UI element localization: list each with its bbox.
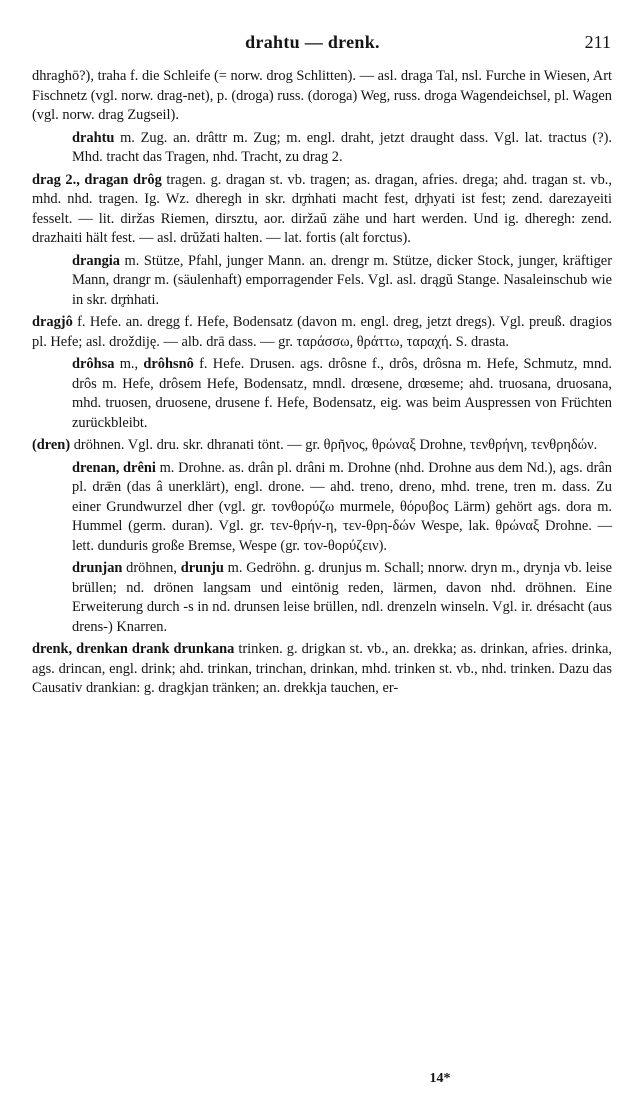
entry-text: dröhnen. Vgl. dru. skr. dhranati tönt. — gr. θρῆνος, θρώναξ Drohne, τενθρήνη, τενθρηδών.: [70, 437, 598, 453]
headword: dragjô: [32, 314, 73, 330]
page-header: [0, 30, 625, 60]
entry-text: m. Gedröhn. g. drunjus m. Schall; nnorw. dryn m., drynja vb. leise brüllen; nd. drönen langsam und eintönig reden, lärmen, davon nhd. dröhnen. Eine Erweiterung durch -s in nd. drunsen leise brüllen, ndl. drenzeln winseln. Vgl. ir. drésacht (aus drens-) Knarren.: [72, 560, 612, 635]
sub-entry: [32, 129, 612, 168]
entries-body: [32, 67, 612, 702]
entry-text: m.,: [114, 356, 144, 372]
headword: drahtu: [72, 129, 115, 146]
entry-text: m. Stütze, Pfahl, junger Mann. an. drengr m. Stütze, dicker Stock, junger, kräftiger Mann, drangr m. (säulenhaft) emporragender Fels. Vgl. asl. drągŭ Stange. Nasaleinschub wie in skr. dr̥ṁhati.: [72, 252, 612, 308]
headword: drag 2., dragan drôg: [32, 171, 162, 188]
sub-entry: [32, 459, 612, 557]
headword: drunjan: [72, 560, 123, 576]
dictionary-entry: [32, 640, 612, 699]
entry-text: trinken. g. drigkan st. vb., an. drekka; as. drinkan, afries. drinka, ags. drincan, engl. drink; ahd. trinkan, trinchan, drinkan, mhd. trinken st. vb., nhd. trinken. Dazu das Causativ drankian: g. dragkjan tränken; an. drekkja tauchen, er-: [32, 641, 613, 696]
headword: drôhsa: [72, 356, 115, 372]
sub-entry: [32, 355, 612, 433]
headword: drunju: [180, 560, 224, 576]
dictionary-entry: [32, 313, 612, 352]
sub-entry: [32, 559, 612, 637]
sub-entry: [32, 252, 612, 311]
page-number: 211: [584, 32, 611, 52]
entry-text: f. Hefe. an. dregg f. Hefe, Bodensatz (davon m. engl. dreg, jetzt dregs). Vgl. preuß. dragios pl. Hefe; asl. droždiję. — alb. drā dass. — gr. ταράσσω, θράττω, ταραχή. S. drasta.: [32, 314, 612, 350]
headword: drenan, drêni: [72, 459, 156, 476]
headword: drenk, drenkan drank drunkana: [32, 641, 235, 657]
signature-mark: 14*: [429, 1071, 451, 1086]
entry-text: tragen. g. dragan st. vb. tragen; as. dragan, afries. drega; ahd. tragan st. vb., mhd. nhd. tragen. Ig. Wz. dheregh in skr. dr̥ṁhati macht fest, dr̥hyati ist fest; zend. darezayeiti fesselt. — lit. diržas Riemen, dirsztu, aor. diržaŭ zähe und hart werden. Und ig. dheregh: zend. drazhaiti hält fest. — asl. drŭžati halten. — lat. fortis (alt forctus).: [32, 171, 612, 246]
entry-continuation: [32, 67, 612, 126]
dictionary-entry: [32, 436, 612, 456]
entry-text: m. Zug. an. drâttr m. Zug; m. engl. draht, jetzt draught dass. Vgl. lat. tractus (?). Mhd. tracht das Tragen, nhd. Tracht, zu drag 2.: [72, 129, 612, 165]
headword: drôhsnô: [143, 356, 194, 372]
headword: drangia: [72, 252, 120, 269]
entry-text: dhraghō?), traha f. die Schleife (= norw. drog Schlitten). — asl. draga Tal, nsl. Furche in Wiesen, Art Fischnetz (vgl. norw. drag-net), p. (droga) russ. (doroga) Weg, russ. droga Wagendeichsel, pl. Wagen (vgl. norw. drag Zugseil).: [32, 68, 612, 123]
running-head: drahtu — drenk.: [245, 32, 380, 52]
dictionary-entry: [32, 171, 612, 249]
entry-text: dröhnen,: [122, 560, 181, 576]
entry-text: f. Hefe. Drusen. ags. drôsne f., drôs, drôsna m. Hefe, Schmutz, mnd. drôs m. Hefe, drôsem Hefe, Bodensatz, mndl. drœsene, drœseme; ahd. truosana, druosana, mhd. truosen, druosene, drusene f. Hefe, Bodensatz, eig. was beim Auspressen von Früchten zurückbleibt.: [72, 356, 612, 431]
headword: (dren): [32, 437, 71, 453]
entry-text: m. Drohne. as. drân pl. drâni m. Drohne (nhd. Drohne aus dem Nd.), ags. drân pl. drǣn (das â unerklärt), engl. drone. — ahd. treno, dreno, mhd. trene, tren m. dass. Zu einer Grundwurzel dher (vgl. gr. τονθορύζω murmele, θόρυβος Lärm) gehört ags. dora m. Hummel (germ. duran). Vgl. gr. τεν-θρήν-η, τεν-θρη-δών Wespe, lak. θρώναξ Drohne. — lett. dunduris große Bremse, Wespe (gr. τον-θορύζειν).: [72, 459, 612, 554]
